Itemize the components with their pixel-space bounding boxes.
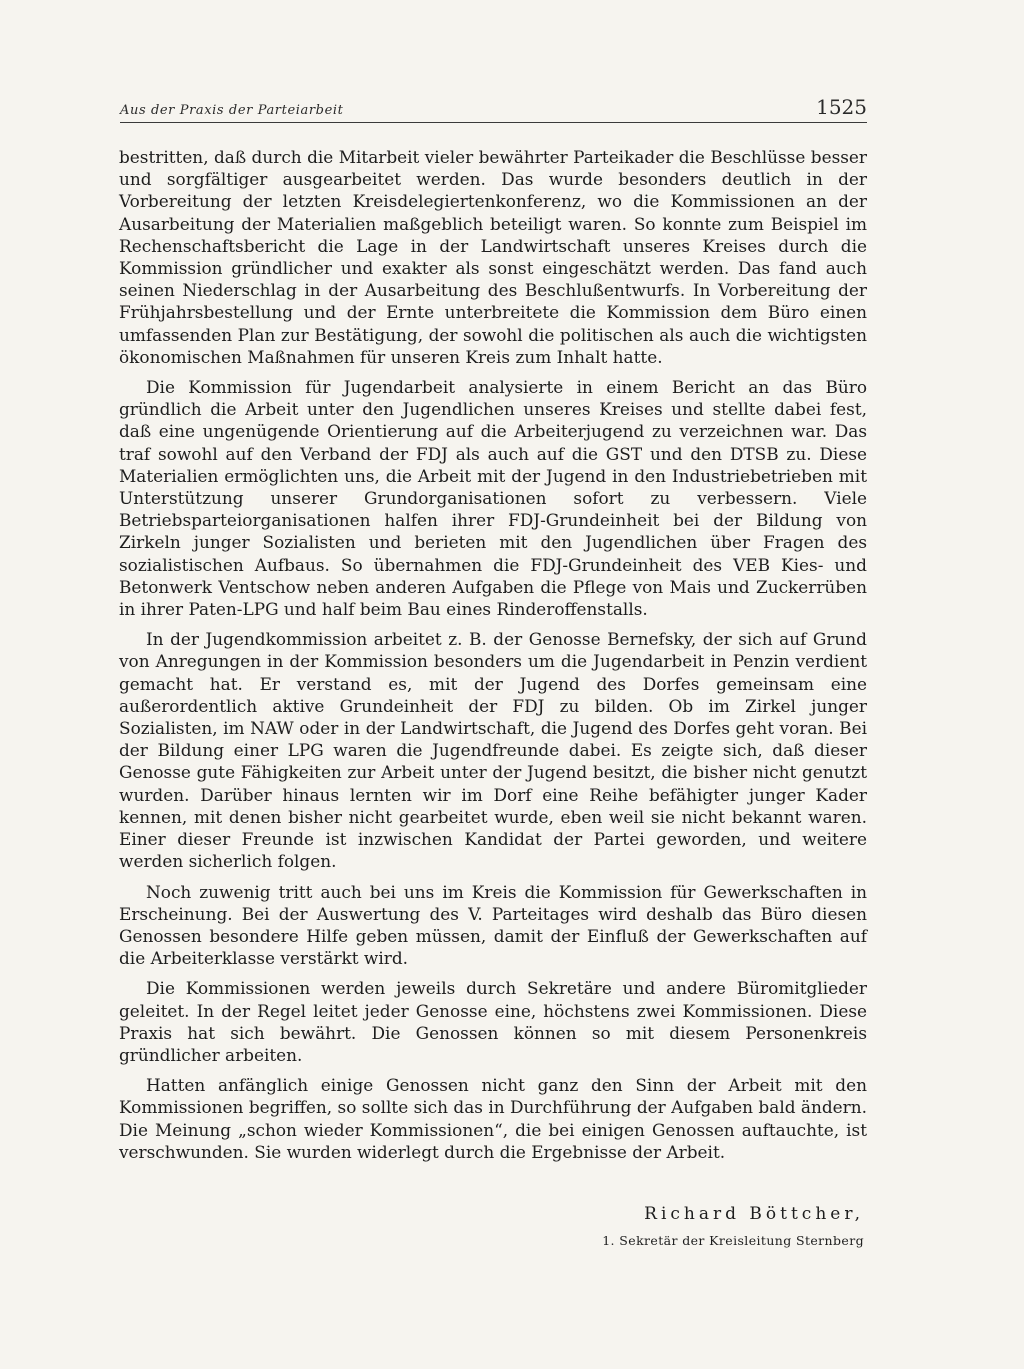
author-name: Richard Böttcher, <box>644 1204 864 1224</box>
paragraph-continued: bestritten, daß durch die Mitarbeit vieler bewährter Parteikader die Beschlüsse besser und sorgfältiger ausgearbeitet werden. Das wurde besonders deutlich in der Vorbereitung der letzten Kreisdelegiertenkonferenz, wo die Kommissionen an der Ausarbeitung der Materialien maßgeblich beteiligt waren. So konnte zum Beispiel im Rechenschaftsbericht die Lage in der Landwirtschaft unseres Kreises durch die Kommission gründlicher und exakter als sonst eingeschätzt werden. Das fand auch seinen Niederschlag in der Ausarbeitung des Beschlußentwurfs. In Vorbereitung der Frühjahrsbestellung und der Ernte unterbreitete die Kommission dem Büro einen umfassenden Plan zur Bestätigung, der sowohl die politischen als auch die wichtigsten ökonomischen Maßnahmen für unseren Kreis zum Inhalt hatte. <box>119 147 867 367</box>
article-body <box>119 146 867 1163</box>
author-role: 1. Sekretär der Kreisleitung Sternberg <box>602 1233 864 1248</box>
running-title: Aus der Praxis der Parteiarbeit <box>120 103 344 118</box>
paragraph-jugendkommission: In der Jugendkommission arbeitet z. B. der Genosse Bernefsky, der sich auf Grund von Anregungen in der Kommission besonders um die Jugendarbeit in Penzin verdient gemacht hat. Er verstand es, mit der Jugend des Dorfes gemeinsam eine außerordentlich aktive Grundeinheit der FDJ zu bilden. Ob im Zirkel junger Sozialisten, im NAW oder in der Landwirtschaft, die Jugend des Dorfes geht voran. Bei der Bildung einer LPG waren die Jugendfreunde dabei. Es zeigte sich, daß dieser Genosse gute Fähigkeiten zur Arbeit unter der Jugend besitzt, die bisher nicht genutzt wurden. Darüber hinaus lernten wir im Dorf eine Reihe befähigter junger Kader kennen, mit denen bisher nicht gearbeitet wurde, eben weil sie nicht bekannt waren. Einer dieser Freunde ist inzwischen Kandidat der Partei geworden, und weitere werden sicherlich folgen. <box>119 629 867 872</box>
paragraph-gewerkschaften: Noch zuwenig tritt auch bei uns im Kreis die Kommission für Gewerkschaften in Erscheinung. Bei der Auswertung des V. Parteitages wird deshalb das Büro diesen Genossen besondere Hilfe geben müssen, damit der Einfluß der Gewerkschaften auf die Arbeiterklasse verstärkt wird. <box>119 881 867 969</box>
signature-block <box>602 1203 864 1251</box>
paragraph-jugendarbeit: Die Kommission für Jugendarbeit analysierte in einem Bericht an das Büro gründlich die Arbeit unter den Jugendlichen unseres Kreises und stellte dabei fest, daß eine ungenügende Orientierung auf die Arbeiterjugend zu verzeichnen war. Das traf sowohl auf den Verband der FDJ als auch auf die GST und den DTSB zu. Diese Materialien ermöglichten uns, die Arbeit mit der Jugend in den Industriebetrieben mit Unterstützung unserer Grundorganisationen sofort zu verbessern. Viele Betriebsparteiorganisationen halfen ihrer FDJ-Grundeinheit bei der Bildung von Zirkeln junger Sozialisten und berieten mit den Jugendlichen über Fragen des sozialistischen Aufbaus. So übernahmen die FDJ-Grundeinheit des VEB Kies- und Betonwerk Ventschow neben anderen Aufgaben die Pflege von Mais und Zuckerrüben in ihrer Paten-LPG und half beim Bau eines Rinderoffenstalls. <box>119 377 867 620</box>
header-rule <box>120 122 867 123</box>
paragraph-schluss: Hatten anfänglich einige Genossen nicht ganz den Sinn der Arbeit mit den Kommissionen begriffen, so sollte sich das in Durchführung der Aufgaben bald ändern. Die Meinung „schon wieder Kommissionen“, die bei einigen Genossen auftauchte, ist verschwunden. Sie wurden widerlegt durch die Ergebnisse der Arbeit. <box>119 1075 867 1162</box>
paragraph-leitung: Die Kommissionen werden jeweils durch Sekretäre und andere Büromitglieder geleitet. In der Regel leitet jeder Genosse eine, höchstens zwei Kommissionen. Diese Praxis hat sich bewährt. Die Genossen können so mit diesem Personenkreis gründlicher arbeiten. <box>119 978 867 1065</box>
page-number: 1525 <box>816 95 867 119</box>
running-head <box>120 95 867 123</box>
